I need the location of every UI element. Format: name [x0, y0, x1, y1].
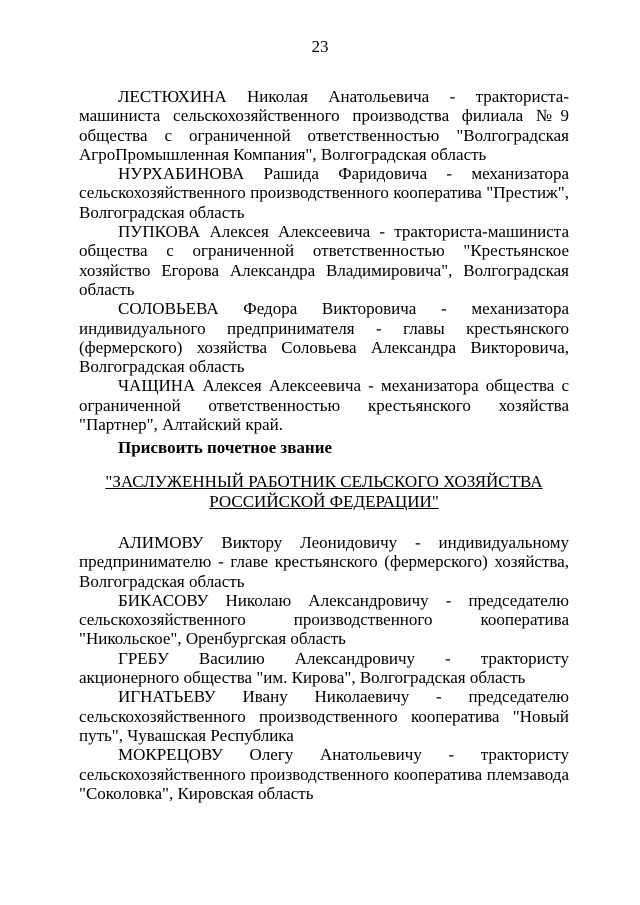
awardee-details: Виктору Леонидовичу - индивидуальному предпринимателю - главе крестьянского (фермерского) хозяйства, Волгоградская область [79, 533, 569, 591]
list-item [79, 87, 569, 164]
awardee-surname: ГРЕБУ [118, 648, 169, 668]
awardee-details: Федора Викторовича - механизатора индивидуального предпринимателя - главы крестьянского (фермерского) хозяйства Соловьева Александра Викторовича, Волгоградская область [79, 299, 569, 377]
awardee-details: Николая Анатольевича - тракториста-машиниста сельскохозяйственного производства филиала №9 общества с ограниченной ответственностью "Волгоградская АгроПромышленная Компания", Волгоградская область [79, 87, 569, 164]
awardee-details: Ивану Николаевичу - председателю сельскохозяйственного производственного кооператива "Новый путь", Чувашская Республика [79, 687, 569, 745]
awardee-surname: ИГНАТЬЕВУ [118, 687, 216, 707]
awardee-list-first [79, 87, 569, 434]
list-item [79, 299, 569, 376]
awardee-details: Василию Александровичу - трактористу акционерного общества "им. Кирова", Волгоградская область [79, 648, 569, 688]
awardee-surname: ЧАЩИНА [118, 376, 196, 396]
awardee-surname: СОЛОВЬЕВА [118, 299, 219, 319]
awardee-surname: АЛИМОВУ [118, 533, 204, 552]
list-item [79, 649, 569, 688]
list-item [79, 164, 569, 222]
awardee-surname: ЛЕСТЮХИНА [118, 87, 227, 106]
list-item [79, 745, 569, 803]
awardee-surname: ПУПКОВА [118, 222, 201, 242]
awardee-details: Рашида Фаридовича - механизатора сельскохозяйственного производственного кооператива "Престиж", Волгоградская область [79, 164, 569, 222]
awardee-details: Алексея Алексеевича - механизатора общества с ограниченной ответственностью крестьянского хозяйства "Партнер", Алтайский край. [79, 376, 569, 435]
awardee-details: Николаю Александровичу - председателю сельскохозяйственного производственного кооператива "Никольское", Оренбургская область [79, 590, 569, 649]
award-title-line: РОССИЙСКОЙ ФЕДЕРАЦИИ" [209, 492, 439, 511]
awardee-details: Алексея Алексеевича - тракториста-машиниста общества с ограниченной ответственностью "Крестьянское хозяйство Егорова Александра Владимировича", Волгоградская область [79, 222, 569, 299]
list-item [79, 687, 569, 745]
awardee-list-second [79, 533, 569, 803]
award-title-line: "ЗАСЛУЖЕННЫЙ РАБОТНИК СЕЛЬСКОГО ХОЗЯЙСТВА [105, 472, 543, 491]
list-item [79, 591, 569, 649]
award-title [79, 472, 569, 512]
award-intro-heading: Присвоить почетное звание [118, 438, 333, 457]
list-item [79, 533, 569, 591]
list-item [79, 222, 569, 299]
page-number: 23 [311, 37, 329, 56]
awardee-surname: МОКРЕЦОВУ [118, 745, 223, 765]
awardee-details: Олегу Анатольевичу - трактористу сельскохозяйственного производственного кооператива племзавода "Соколовка", Кировская область [79, 745, 569, 803]
awardee-surname: БИКАСОВУ [118, 590, 209, 610]
list-item [79, 376, 569, 434]
awardee-surname: НУРХАБИНОВА [118, 164, 245, 184]
